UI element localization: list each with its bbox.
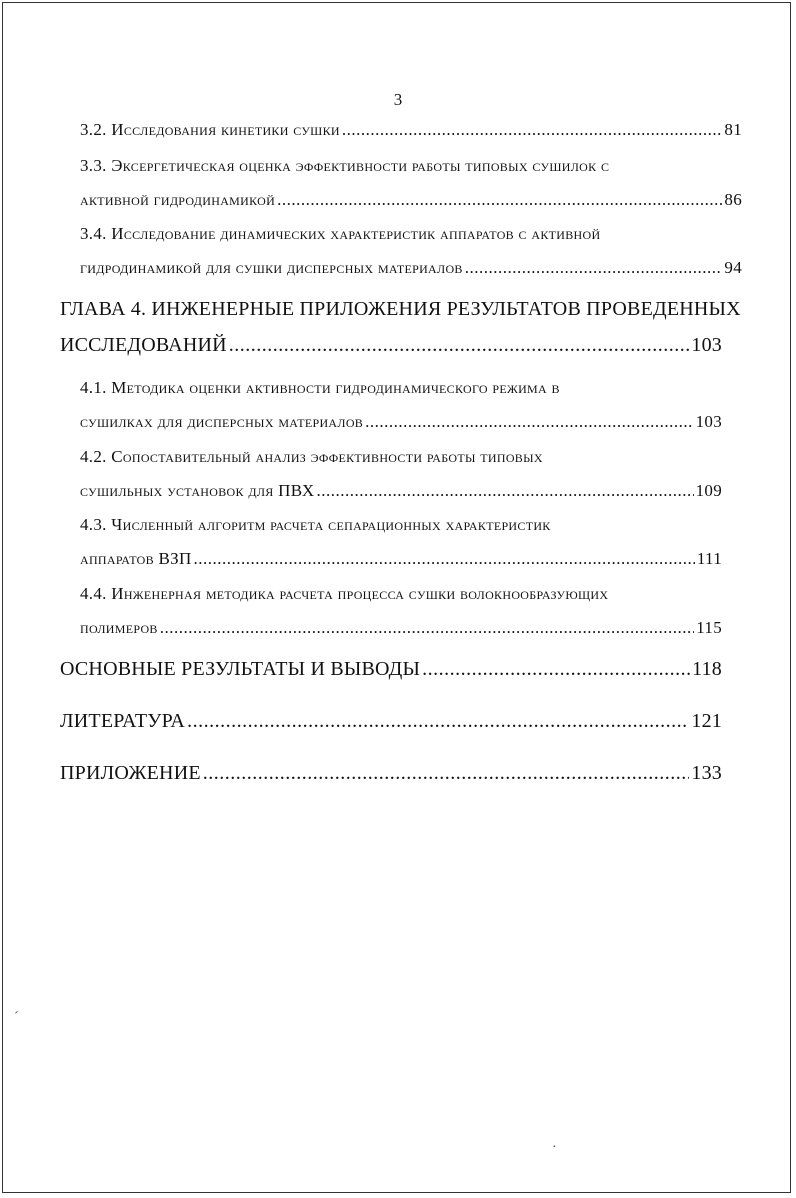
toc-page: 81 [724,120,742,139]
toc-entry-3-2[interactable] [80,120,742,140]
toc-title: ОСНОВНЫЕ РЕЗУЛЬТАТЫ И ВЫВОДЫ [60,658,421,680]
toc-entry-4-2-line1[interactable]: 4.2. Сопоставительный анализ эффективности работы типовых [80,447,543,466]
toc-entry-4-4[interactable] [80,618,722,638]
toc-page: 118 [692,658,722,680]
toc-entry-4-3-line1[interactable]: 4.3. Численный алгоритм расчета сепарационных характеристик [80,515,551,534]
toc-title: сушильных установок для ПВХ [80,481,315,500]
leader-dots [160,618,694,637]
leader-dots [203,762,690,784]
toc-literature[interactable] [60,710,722,733]
page-number: 3 [393,90,403,109]
toc-entry-3-4-line1[interactable]: 3.4. Исследование динамических характеристик аппаратов с активной [80,224,601,243]
toc-title: полимеров [80,618,158,637]
toc-entry-4-1-line1[interactable]: 4.1. Методика оценки активности гидродинамического режима в [80,378,560,397]
toc-page: 121 [691,710,722,732]
toc-title: 3.2. Исследования кинетики сушки [80,120,340,139]
toc-entry-4-3[interactable] [80,549,722,569]
toc-title: активной гидродинамикой [80,190,276,209]
toc-appendix[interactable] [60,762,722,785]
toc-page: 103 [695,412,722,431]
toc-page: 109 [695,481,722,500]
toc-title: аппаратов ВЗП [80,549,192,568]
toc-chapter-4-line1[interactable]: ГЛАВА 4. ИНЖЕНЕРНЫЕ ПРИЛОЖЕНИЯ РЕЗУЛЬТАТОВ ПРОВЕДЕННЫХ [60,298,741,320]
leader-dots [194,549,695,568]
leader-dots [422,658,690,680]
leader-dots [229,334,690,356]
toc-entry-4-2[interactable] [80,481,722,501]
toc-title: ПРИЛОЖЕНИЕ [60,762,201,784]
toc-entry-4-1[interactable] [80,412,722,432]
toc-entry-3-3[interactable] [80,190,742,210]
scan-speck: · [552,1140,557,1155]
toc-title: ИССЛЕДОВАНИЙ [60,334,227,356]
leader-dots [342,120,723,139]
leader-dots [317,481,694,500]
scan-speck: ˊ [14,1010,19,1025]
toc-results[interactable] [60,658,722,681]
leader-dots [187,710,689,732]
toc-page: 103 [691,334,722,356]
leader-dots [465,258,723,277]
toc-page: 115 [696,618,722,637]
toc-entry-4-4-line1[interactable]: 4.4. Инженерная методика расчета процесса сушки волокнообразующих [80,584,609,603]
toc-title: ЛИТЕРАТУРА [60,710,186,732]
toc-chapter-4[interactable] [60,334,722,357]
toc-page: 111 [696,549,722,568]
toc-page: 94 [724,258,742,277]
leader-dots [277,190,722,209]
toc-title: гидродинамикой для сушки дисперсных материалов [80,258,463,277]
toc-page: 86 [724,190,742,209]
toc-title: сушилках для дисперсных материалов [80,412,364,431]
toc-entry-3-4[interactable] [80,258,742,278]
leader-dots [365,412,693,431]
toc-entry-3-3-line1[interactable]: 3.3. Эксергетическая оценка эффективности работы типовых сушилок с [80,156,610,175]
toc-page: 133 [691,762,722,784]
